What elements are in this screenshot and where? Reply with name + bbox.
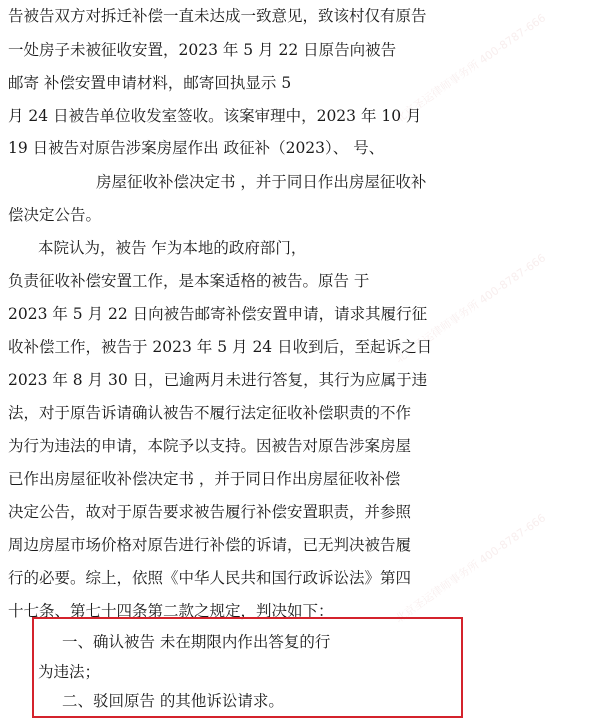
text-line: 已作出房屋征收补偿决定书 ，并于同日作出房屋征收补偿 <box>8 470 401 488</box>
text-line: 2023 年 8 月 30 日，已逾两月未进行答复，其行为应属于违 <box>8 371 428 389</box>
watermark: 北京圣运律师事务所 400-8787-666 <box>392 511 549 626</box>
text-line: 负责征收补偿安置工作，是本案适格的被告。原告 于 <box>8 272 370 290</box>
judgment-item-1: 一、确认被告 未在期限内作出答复的行 <box>62 633 331 651</box>
text-line: 行的必要。综上，依照《中华人民共和国行政诉讼法》第四 <box>8 569 412 587</box>
text-line: 决定公告，故对于原告要求被告履行补偿安置职责，并参照 <box>8 503 412 521</box>
text-line: 房屋征收补偿决定书 ，并于同日作出房屋征收补 <box>96 173 427 191</box>
text-line: 一处房子未被征收安置，2023 年 5 月 22 日原告向被告 <box>8 41 397 59</box>
text-line: 邮寄 补偿安置申请材料，邮寄回执显示 5 <box>8 74 292 92</box>
text-line: 为行为违法的申请，本院予以支持。因被告对原告涉案房屋 <box>8 437 412 455</box>
text-line: 19 日被告对原告涉案房屋作出 政征补（2023）、 号、 <box>8 139 385 157</box>
text-line: 2023 年 5 月 22 日向被告邮寄补偿安置申请，请求其履行征 <box>8 305 428 323</box>
paragraph-opening: 本院认为，被告 乍为本地的政府部门， <box>38 239 307 257</box>
text-line: 告被告双方对拆迁补偿一直未达成一致意见，致该村仅有原告 <box>8 7 427 25</box>
text-line: 月 24 日被告单位收发室签收。该案审理中，2023 年 10 月 <box>8 107 422 125</box>
watermark: 北京圣运律师事务所 400-8787-666 <box>392 11 549 126</box>
watermark: 北京圣运律师事务所 400-8787-666 <box>392 251 549 366</box>
text-line: 法，对于原告诉请确认被告不履行法定征收补偿职责的不作 <box>8 404 412 422</box>
judgment-item-1-cont: 为违法； <box>38 663 101 681</box>
text-line: 周边房屋市场价格对原告进行补偿的诉请，已无判决被告履 <box>8 536 412 554</box>
text-line: 十七条、第七十四条第二款之规定，判决如下： <box>8 602 334 620</box>
text-line: 偿决定公告。 <box>8 206 102 224</box>
judgment-item-2: 二、驳回原告 的其他诉讼请求。 <box>62 692 284 710</box>
text-line: 收补偿工作，被告于 2023 年 5 月 24 日收到后，至起诉之日 <box>8 338 433 356</box>
